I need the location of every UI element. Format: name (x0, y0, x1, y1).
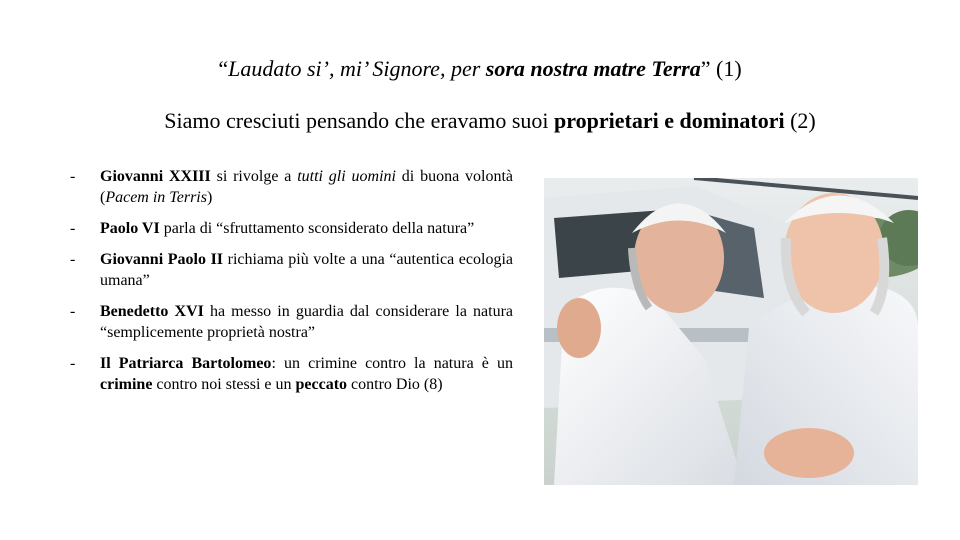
slide-subtitle (0, 108, 960, 134)
bullet-dash: - (70, 303, 76, 320)
bullet-item-giovanni-xxiii (70, 166, 513, 208)
bullet-dash: - (70, 220, 76, 237)
bullet-italic: Pacem in Terris (105, 189, 207, 206)
bullet-subject: Benedetto XVI (100, 303, 204, 320)
bullet-item-benedetto-xvi (70, 301, 513, 343)
photo-two-popes-embrace (544, 178, 918, 485)
bullet-subject: Giovanni Paolo II (100, 251, 224, 268)
bullet-item-paolo-vi (70, 218, 513, 239)
bullet-item-giovanni-paolo-ii (70, 249, 513, 291)
quote-open-mark: “ (218, 56, 229, 81)
bullet-item-bartolomeo (70, 353, 513, 395)
subtitle-text: Siamo cresciuti pensando che eravamo suoi (164, 108, 555, 133)
bullet-subject: Giovanni XXIII (100, 168, 211, 185)
subtitle-citation: (2) (784, 108, 816, 133)
bullet-subject: Il Patriarca Bartolomeo (100, 355, 272, 372)
bullet-list (70, 166, 513, 405)
photo-illustration (544, 178, 918, 485)
bullet-text: ha messo in guardia dal considerare la natura “semplicemente proprietà nostra” (100, 303, 514, 341)
bullet-text: contro Dio (8) (347, 376, 443, 393)
quote-emphasis: sora nostra matre Terra (485, 56, 701, 81)
bullet-text: contro noi stessi e un (152, 376, 296, 393)
bullet-text: : un crimine contro la natura è un (271, 355, 514, 372)
slide-quote (0, 56, 960, 82)
bullet-bold: crimine (100, 376, 153, 393)
bullet-text: si rivolge a (210, 168, 298, 185)
bullet-subject: Paolo VI (100, 220, 160, 237)
subtitle-emphasis: proprietari e dominatori (554, 108, 785, 133)
quote-citation: ” (1) (700, 56, 742, 81)
bullet-text: richiama più volte a una “autentica ecologia umana” (100, 251, 513, 289)
bullet-dash: - (70, 168, 76, 185)
quote-text: Laudato si’, mi’ Signore, per (228, 56, 486, 81)
bullet-text: di buona volontà ( (100, 168, 514, 206)
bullet-italic: tutti gli uomini (297, 168, 396, 185)
bullet-bold: peccato (295, 376, 348, 393)
bullet-dash: - (70, 251, 76, 268)
bullet-text: ) (206, 189, 213, 206)
bullet-dash: - (70, 355, 76, 372)
bullet-text: parla di “sfruttamento sconsiderato della natura” (159, 220, 475, 237)
